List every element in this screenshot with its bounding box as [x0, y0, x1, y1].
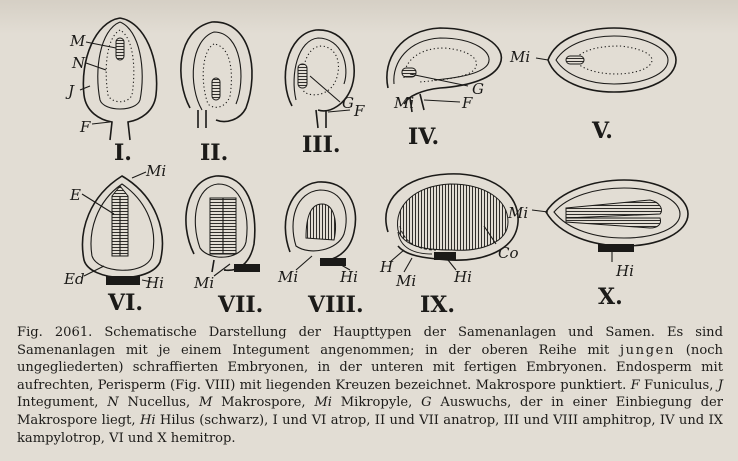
label-Hi-8: Hi: [340, 268, 358, 286]
numeral-8: VIII.: [308, 292, 364, 318]
label-Ed: Ed: [64, 270, 85, 288]
label-Hi-10: Hi: [616, 262, 634, 280]
label-Mi-6: Mi: [146, 162, 167, 180]
caption-text-M: Makrospore,: [221, 395, 306, 411]
numeral-1: I.: [114, 140, 132, 166]
caption-key-J: J: [717, 377, 723, 393]
caption-text-N: Nucellus,: [127, 395, 191, 411]
caption-sentence-1: Schematische Darstellung der Haupttypen der Samenanlagen und Samen. Es sind Samenanlagen mit je einem Integument angenommen; in der oberen Reihe mit: [17, 325, 723, 358]
numeral-5: V.: [592, 118, 613, 144]
label-Mi-8: Mi: [278, 268, 299, 286]
caption-text-G: Auswuchs, der in einer Einbiegung der Makrospore liegt,: [17, 395, 724, 428]
label-Mi-5: Mi: [510, 48, 531, 66]
label-J: J: [68, 82, 75, 100]
caption-key-M: M: [198, 395, 213, 411]
caption-spaced-word: jungen: [619, 342, 676, 358]
label-Mi-10: Mi: [508, 204, 529, 222]
caption-text-Hi: Hilus (schwarz), I und VI atrop, II und VII anatrop, III und VIII amphitrop, IV und IX kampylotrop, VI und X hemitrop.: [17, 412, 724, 446]
caption-sentence-2: (noch ungegliederten) schraffierten Embryonen, in der unteren mit fertigen Embryonen. Endosperm mit aufrechten, Perisperm (Fig. VIII) mit liegenden Kreuzen bezeichnet. Makrospore punktiert.: [17, 342, 723, 393]
numeral-6: VI.: [108, 290, 144, 316]
label-G-3: G: [342, 94, 354, 112]
figure-7-anatropous-seed: [186, 176, 260, 276]
label-Hi-6: Hi: [146, 274, 164, 292]
label-F-3: F: [354, 102, 365, 120]
label-N: N: [72, 54, 86, 72]
label-Mi-7: Mi: [194, 274, 215, 292]
figure-5-hemitropous-ovule: [536, 28, 676, 92]
numeral-2: II.: [200, 140, 229, 166]
label-Mi-4: Mi: [394, 94, 415, 112]
figure-3-amphitropous-ovule: [285, 30, 354, 128]
caption-key-N: N: [107, 395, 119, 411]
figure-10-hemitropous-seed: [532, 180, 688, 262]
figure-6-atropous-seed: [82, 172, 162, 285]
caption-key-G: G: [421, 395, 432, 411]
numeral-9: IX.: [420, 292, 456, 318]
figure-8-amphitropous-seed: [285, 182, 355, 270]
label-G-4: G: [472, 80, 484, 98]
caption-text-F: Funiculus,: [644, 377, 714, 393]
caption-fig-number: Fig. 2061.: [17, 325, 93, 340]
caption-key-Mi: Mi: [314, 395, 332, 411]
label-H: H: [380, 258, 394, 276]
figure-caption: [17, 324, 723, 447]
caption-text-J: Integument,: [17, 395, 99, 411]
label-F-1: F: [80, 118, 91, 136]
caption-text-Mi: Mikropyle,: [340, 395, 413, 411]
label-Mi-9: Mi: [396, 272, 417, 290]
label-Co: Co: [498, 244, 519, 262]
label-F-4: F: [462, 94, 473, 112]
numeral-10: X.: [598, 284, 623, 310]
numeral-4: IV.: [408, 124, 440, 150]
figure-1-atropous-ovule: [80, 18, 157, 140]
caption-key-F: F: [630, 377, 640, 393]
caption-key-Hi: Hi: [139, 412, 156, 428]
figure-2-anatropous-ovule: [181, 22, 252, 128]
label-Hi-9: Hi: [454, 268, 472, 286]
label-M: M: [70, 32, 86, 50]
numeral-7: VII.: [218, 292, 264, 318]
label-E: E: [70, 186, 81, 204]
numeral-3: III.: [302, 132, 341, 158]
